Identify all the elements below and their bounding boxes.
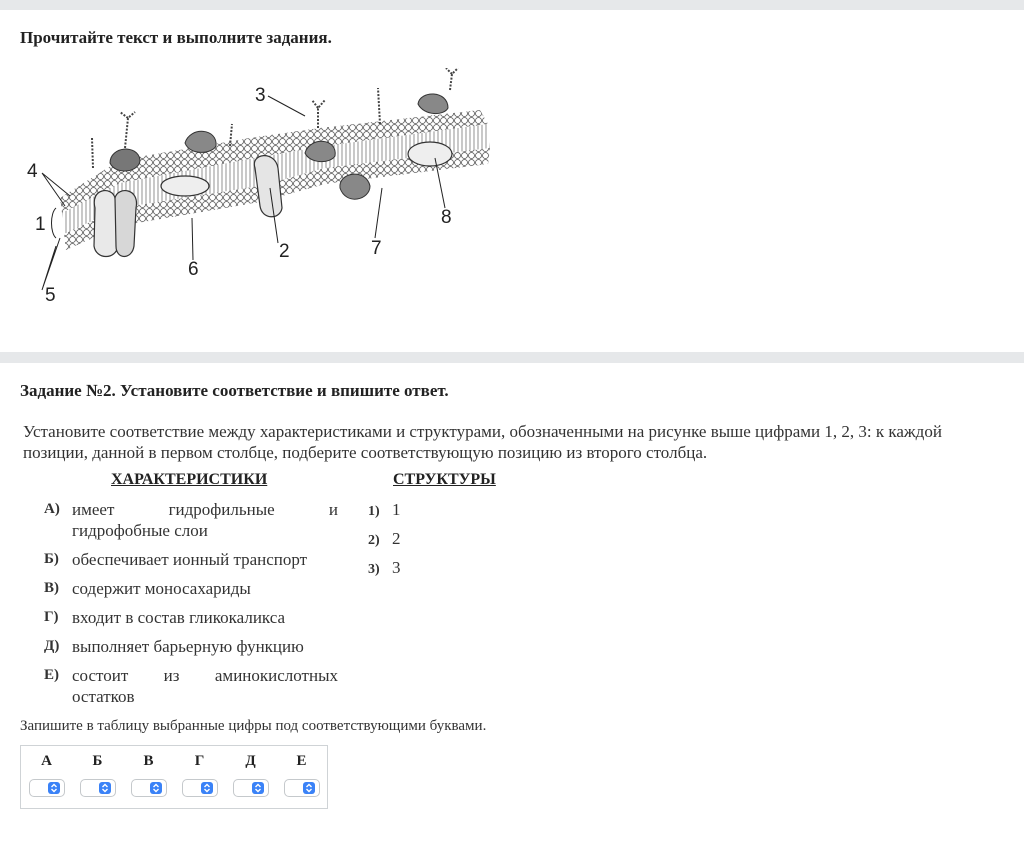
cell-membrane-figure [20, 68, 500, 308]
answer-column-header: Е [296, 752, 307, 769]
item-text: содержит моносахариды [72, 579, 251, 598]
item-letter: Б) [44, 551, 59, 567]
item-letter: А) [44, 501, 60, 517]
characteristic-item [44, 607, 344, 628]
dark-protein-1 [110, 149, 140, 171]
protein-center [161, 176, 209, 196]
answer-select-v[interactable] [131, 779, 167, 797]
characteristic-item [44, 665, 344, 707]
answer-column-header: А [41, 752, 52, 769]
structure-number: 2) [368, 533, 380, 548]
task-title: Задание №2. Установите соответствие и впишите ответ. [20, 381, 449, 400]
select-arrows-icon [201, 782, 213, 794]
figure-label-3: 3 [255, 85, 266, 106]
item-text: выполняет барьерную функцию [72, 637, 304, 656]
answer-column-header: В [143, 752, 154, 769]
characteristic-item [44, 549, 344, 570]
figure-label-1: 1 [35, 214, 46, 235]
answer-column-header: Д [245, 752, 256, 769]
task-prompt: Установите соответствие между характеристиками и структурами, обозначенными на рисунке выше цифрами 1, 2, 3: к каждой позиции, данной в первом столбце, подберите соответствующую позицию из второго столбца. [23, 422, 942, 462]
answer-instruction: Запишите в таблицу выбранные цифры под соответствующими буквами. [20, 718, 487, 734]
structure-item [368, 499, 401, 522]
figure-label-2: 2 [279, 241, 290, 262]
structures-header: СТРУКТУРЫ [393, 471, 496, 488]
structure-number: 3) [368, 562, 380, 577]
answer-select-d[interactable] [233, 779, 269, 797]
figure-label-4: 4 [27, 161, 38, 182]
characteristic-item [44, 578, 344, 599]
answer-table [20, 745, 328, 809]
item-text: входит в состав гликокаликса [72, 608, 286, 627]
characteristic-item [44, 636, 344, 657]
section-separator [0, 352, 1024, 363]
channel-protein-1 [94, 191, 118, 257]
answer-table-select-row [21, 776, 328, 809]
select-arrows-icon [150, 782, 162, 794]
figure-label-5: 5 [45, 285, 56, 306]
item-text: состоит из аминокислотных остатков [72, 666, 338, 706]
answer-select-e[interactable] [284, 779, 320, 797]
select-arrows-icon [252, 782, 264, 794]
characteristic-item [44, 499, 344, 541]
structure-item [368, 528, 401, 551]
item-text: обеспечивает ионный транспорт [72, 550, 308, 569]
intro-heading: Прочитайте текст и выполните задания. [20, 28, 332, 47]
answer-column-header: Г [194, 752, 205, 769]
select-arrows-icon [48, 782, 60, 794]
figure-label-8: 8 [441, 207, 452, 228]
item-letter: В) [44, 580, 59, 596]
dark-protein-top [418, 94, 448, 114]
dark-protein-7 [340, 174, 370, 199]
structure-text: 1 [392, 500, 401, 519]
item-letter: Д) [44, 638, 60, 654]
select-arrows-icon [303, 782, 315, 794]
item-letter: Е) [44, 667, 59, 683]
structure-text: 3 [392, 558, 401, 577]
answer-column-header: Б [92, 752, 103, 769]
answer-select-a[interactable] [29, 779, 65, 797]
top-separator [0, 0, 1024, 10]
answer-table-header-row [21, 746, 328, 777]
item-letter: Г) [44, 609, 59, 625]
channel-protein-1b [115, 191, 136, 257]
characteristics-header: ХАРАКТЕРИСТИКИ [111, 471, 268, 488]
protein-right [408, 142, 452, 166]
select-arrows-icon [99, 782, 111, 794]
item-text: имеет гидрофильные и гидрофобные слои [72, 500, 338, 540]
answer-select-b[interactable] [80, 779, 116, 797]
answer-select-g[interactable] [182, 779, 218, 797]
structure-text: 2 [392, 529, 401, 548]
dark-protein-2 [185, 131, 216, 152]
figure-label-6: 6 [188, 259, 199, 280]
structure-number: 1) [368, 504, 380, 519]
figure-label-7: 7 [371, 238, 382, 259]
structure-item [368, 557, 401, 580]
